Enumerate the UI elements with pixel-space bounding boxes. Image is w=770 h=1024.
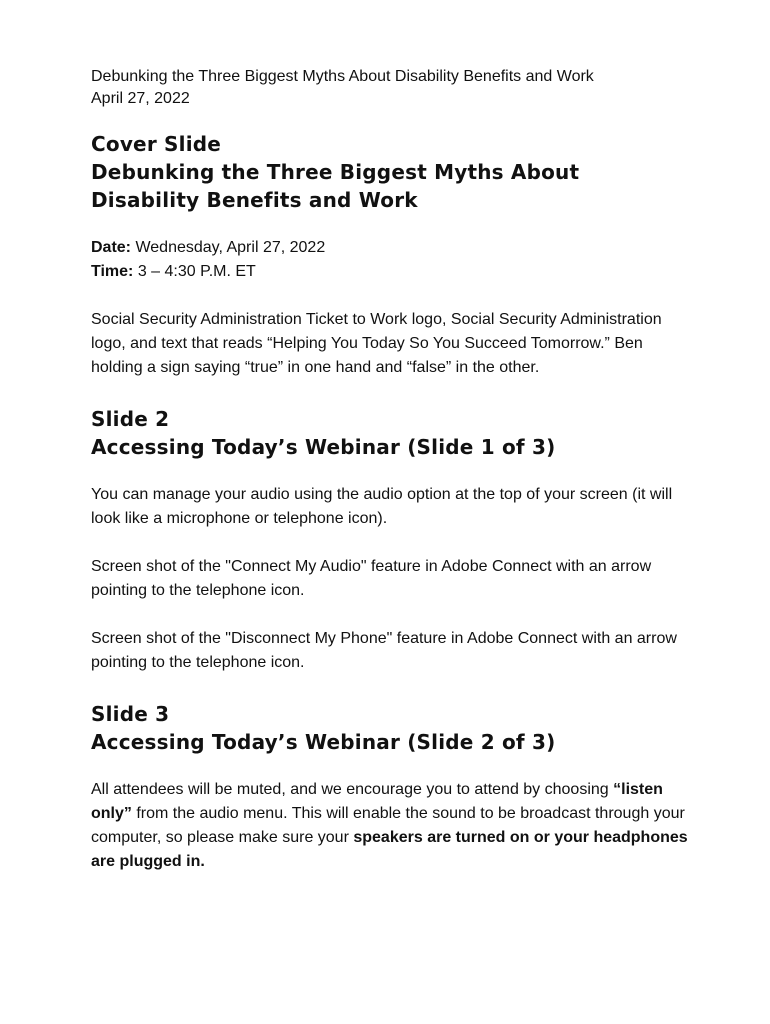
slide-2-paragraph-1: You can manage your audio using the audio option at the top of your screen (it will look like a microphone or telephone icon). [91,486,673,527]
slide-3-label: Slide 3 [91,702,170,726]
slide-2-label: Slide 2 [91,407,170,431]
cover-date [91,236,691,260]
cover-title-line-2: Disability Benefits and Work [91,188,418,212]
document-page [91,66,691,874]
date-value: Wednesday, April 27, 2022 [131,239,326,256]
slide-2-paragraph-3: Screen shot of the "Disconnect My Phone" feature in Adobe Connect with an arrow pointing to the telephone icon. [91,630,677,671]
slide-3-title: Accessing Today’s Webinar (Slide 2 of 3) [91,730,556,754]
slide-3-paragraph [91,778,691,874]
slide-3-bold-listen-only: “listen only” [91,781,663,822]
date-label: Date: [91,239,132,256]
cover-time [91,260,691,284]
slide-2-paragraph-2: Screen shot of the "Connect My Audio" feature in Adobe Connect with an arrow pointing to the telephone icon. [91,558,652,599]
time-label: Time: [91,263,134,280]
cover-slide-label: Cover Slide [91,132,222,156]
cover-image-description: Social Security Administration Ticket to Work logo, Social Security Administration logo, and text that reads “Helping You Today So You Succeed Tomorrow.” Ben holding a sign saying “true” in one hand and “false” in the other. [91,311,662,376]
slide-2-title: Accessing Today’s Webinar (Slide 1 of 3) [91,435,556,459]
time-value: 3 – 4:30 P.M. ET [133,263,256,280]
slide-3-bold-speakers: speakers are turned on or your headphones are plugged in. [91,829,688,870]
document-title: Debunking the Three Biggest Myths About Disability Benefits and Work [91,68,594,85]
slide-3-text-part-2: from the audio menu. This will enable the sound to be broadcast through your computer, so please make sure your [91,805,685,846]
slide-3-text-part-1: All attendees will be muted, and we encourage you to attend by choosing [91,781,614,798]
cover-title-line-1: Debunking the Three Biggest Myths About [91,160,580,184]
document-date: April 27, 2022 [91,90,190,107]
